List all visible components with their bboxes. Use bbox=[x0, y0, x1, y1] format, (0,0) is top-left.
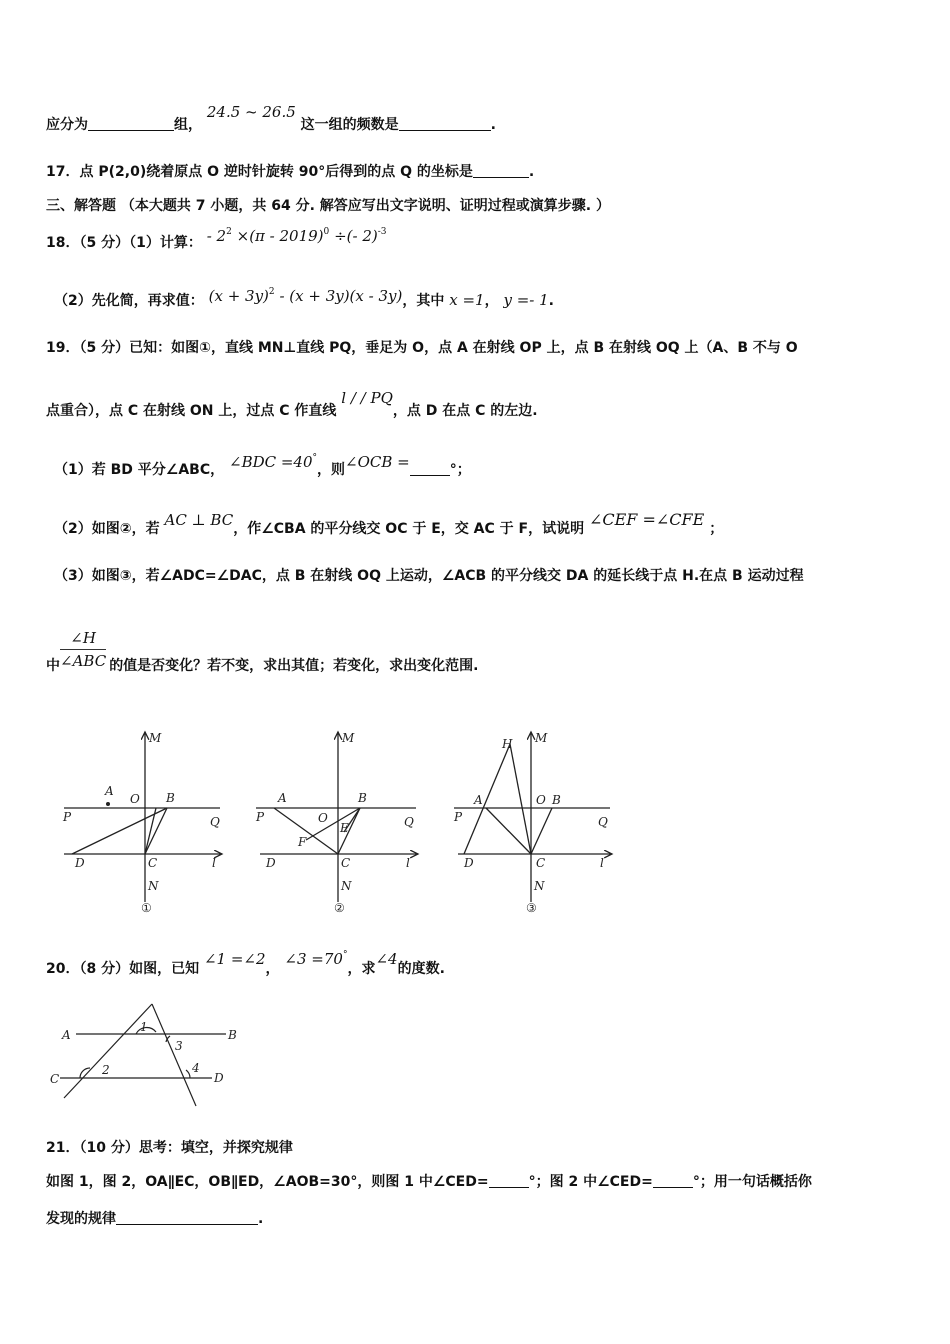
svg-text:4: 4 bbox=[192, 1061, 200, 1075]
svg-text:①: ① bbox=[141, 901, 152, 915]
svg-text:l: l bbox=[212, 856, 216, 870]
svg-text:Q: Q bbox=[598, 815, 608, 829]
svg-text:3: 3 bbox=[175, 1039, 183, 1053]
question-19-line1: 19．（5 分）已知：如图①，直线 MN⊥直线 PQ，垂足为 O，点 A 在射线 OP 上，点 B 在射线 OQ 上（A、B 不与 O bbox=[46, 340, 798, 356]
svg-text:P: P bbox=[63, 810, 72, 824]
svg-text:O: O bbox=[130, 792, 140, 806]
answer-blank[interactable] bbox=[473, 163, 529, 178]
svg-text:C: C bbox=[50, 1072, 60, 1086]
question-18-part1: 18．（5 分）（1）计算： - $2^2 \times(\pi - 2019)^0$ ÷(- 2)$^{-3}$ bbox=[46, 227, 387, 251]
svg-text:Q: Q bbox=[210, 815, 220, 829]
question-21-title: 21．（10 分）思考：填空，并探究规律 bbox=[46, 1140, 293, 1156]
svg-text:Q: Q bbox=[404, 815, 414, 829]
svg-text:M: M bbox=[342, 731, 355, 745]
svg-text:l: l bbox=[406, 856, 410, 870]
answer-blank[interactable] bbox=[653, 1173, 693, 1188]
line-top: 应分为 组， 24.5 ~ 26.5 这一组的频数是 . bbox=[46, 103, 496, 133]
figure-20 bbox=[46, 998, 256, 1110]
svg-text:A: A bbox=[105, 784, 114, 798]
svg-text:B: B bbox=[552, 793, 561, 807]
answer-blank[interactable] bbox=[489, 1173, 529, 1188]
svg-text:O: O bbox=[318, 811, 328, 825]
svg-text:D: D bbox=[214, 1071, 224, 1085]
answer-blank[interactable] bbox=[88, 116, 174, 131]
svg-text:1: 1 bbox=[140, 1020, 148, 1034]
answer-blank[interactable] bbox=[116, 1210, 258, 1225]
svg-text:D: D bbox=[266, 856, 276, 870]
svg-text:③: ③ bbox=[526, 901, 537, 915]
svg-text:P: P bbox=[256, 810, 265, 824]
svg-text:B: B bbox=[358, 791, 367, 805]
svg-text:B: B bbox=[166, 791, 175, 805]
question-21-line2: 发现的规律 . bbox=[46, 1211, 264, 1227]
svg-text:N: N bbox=[148, 879, 159, 893]
svg-text:A: A bbox=[474, 793, 483, 807]
question-17: 17．点 P(2,0)绕着原点 O 逆时针旋转 90°后得到的点 Q 的坐标是 . bbox=[46, 164, 535, 180]
question-21-line1: 如图 1，图 2，OA∥EC，OB∥ED，∠AOB=30°，则图 1 中∠CED= °；图 2 中∠CED= °；用一句话概括你 bbox=[46, 1174, 812, 1190]
svg-text:O: O bbox=[536, 793, 546, 807]
question-19-part3: （3）如图③，若∠ADC=∠DAC，点 B 在射线 OQ 上运动，∠ACB 的平分线交 DA 的延长线于点 H.在点 B 运动过程 bbox=[54, 568, 804, 584]
figure-19-panel-1 bbox=[64, 732, 222, 902]
svg-text:A: A bbox=[62, 1028, 71, 1042]
figure-19-panel-2 bbox=[256, 732, 418, 902]
figure-19 bbox=[50, 722, 630, 922]
svg-text:C: C bbox=[536, 856, 546, 870]
fraction: $\frac{\angle H}{\text{∠ABC}}$ bbox=[60, 629, 107, 670]
question-19-part2: （2）如图②，若 AC ⊥ BC，作∠CBA 的平分线交 OC 于 E，交 AC 于 F，试说明 ∠CEF =∠CFE ； bbox=[54, 510, 724, 537]
answer-blank[interactable] bbox=[399, 116, 491, 131]
svg-text:N: N bbox=[341, 879, 352, 893]
section-heading: 三、解答题 （本大题共 7 小题，共 64 分. 解答应写出文字说明、证明过程或演算步骤. ） bbox=[46, 198, 610, 214]
svg-text:M: M bbox=[149, 731, 162, 745]
svg-text:A: A bbox=[278, 791, 287, 805]
svg-text:C: C bbox=[341, 856, 351, 870]
svg-text:D: D bbox=[75, 856, 85, 870]
question-20: 20．（8 分）如图，已知 ∠1 =∠2， ∠3 =70°，求∠4的度数. bbox=[46, 950, 445, 977]
svg-text:N: N bbox=[534, 879, 545, 893]
svg-text:②: ② bbox=[334, 901, 345, 915]
question-19-part1: （1）若 BD 平分∠ABC， ∠BDC =40°，则∠OCB = °； bbox=[54, 453, 471, 478]
svg-text:E: E bbox=[340, 821, 349, 835]
svg-text:F: F bbox=[298, 835, 307, 849]
question-19-line2: 点重合），点 C 在射线 ON 上，过点 C 作直线 l / / PQ，点 D 在点 C 的左边. bbox=[46, 389, 538, 419]
figure-19-panel-3 bbox=[454, 732, 612, 902]
answer-blank[interactable] bbox=[410, 461, 450, 476]
svg-text:C: C bbox=[148, 856, 158, 870]
svg-text:M: M bbox=[535, 731, 548, 745]
svg-text:l: l bbox=[600, 856, 604, 870]
question-19-part3-cont: 中 $\frac{\angle H}{\text{∠ABC}}$ 的值是否变化？若不变，求出其值；若变化，求出变化范围. bbox=[46, 629, 479, 674]
svg-text:2: 2 bbox=[102, 1063, 110, 1077]
svg-text:B: B bbox=[228, 1028, 237, 1042]
question-18-part2: （2）先化简，再求值： $(x + 3y)^2 - (x + 3y)(x - 3y)$，其中 x =1， y =- 1. bbox=[54, 287, 554, 309]
svg-text:H: H bbox=[502, 737, 513, 751]
svg-text:P: P bbox=[454, 810, 463, 824]
svg-text:D: D bbox=[464, 856, 474, 870]
